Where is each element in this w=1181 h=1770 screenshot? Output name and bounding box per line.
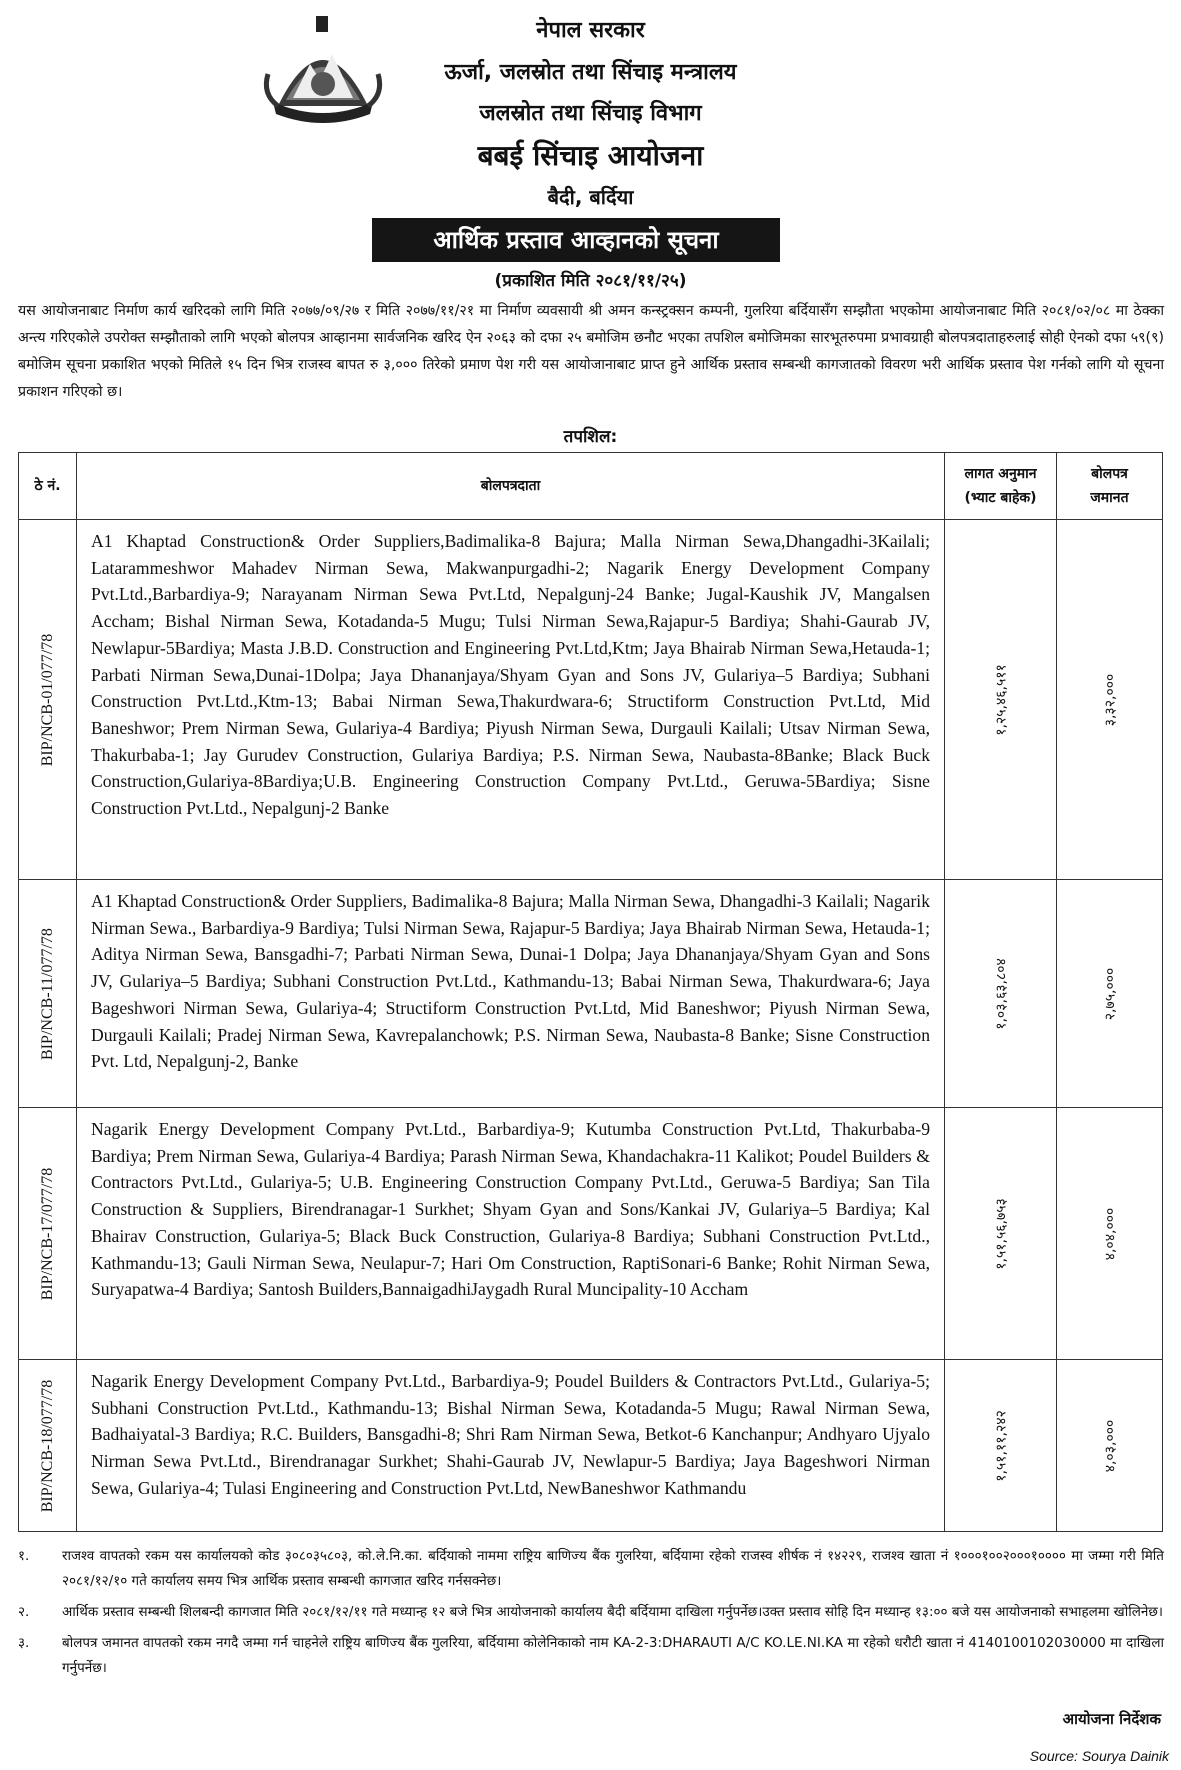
table-row xyxy=(19,880,1163,1108)
cost-estimate: १,५१,११,२४२ xyxy=(993,1409,1009,1482)
bidders-list: A1 Khaptad Construction& Order Suppliers,Badimalika-8 Bajura; Malla Nirman Sewa,Dhangadhi-3Kailali; Latarammeshwor Mahadev Nirman Sewa, Makwanpurgadhi-2; Nagarik Energy Development Company Pvt.Ltd.,Barbardiya-9; Narayanam Nirman Sewa Pvt.Ltd, Nepalgunj-24 Banke; Jugal-Kaushik JV, Mangalsen Accham; Bishal Nirman Sewa, Kotadanda-5 Mugu; Tulsi Nirman Sewa,Rajapur-5 Bardiya; Shahi-Gaurab JV, Newlapur-5Bardiya; Masta J.B.D. Construction and Engineering Pvt.Ltd,Ktm; Jaya Bhairab Nirman Sewa,Hetauda-1; Parbati Nirman Sewa,Dunai-1Dolpa; Jaya Dhananjaya/Shyam Gyan and Sons JV, Gulariya–5 Bardiya; Subhani Construction Pvt.Ltd.,Ktm-13; Babai Nirman Sewa,Thakurdwara-6; Structiform Construction Pvt.Ltd, Mid Baneshwor; Prem Nirman Sewa, Gulariya-4 Bardiya; Piyush Nirman Sewa, Durgauli Kailali; Utsav Nirman Sewa, Thakurbaba-1; Jay Gurudev Construction, Gulariya Bardiya; P.S. Nirman Sewa, Naubasta-8Banke; Black Buck Construction,Gulariya-8Bardiya;U.B. Engineering Construction Company Pvt.Ltd., Geruwa-5Bardiya; Sisne Construction Pvt.Ltd., Nepalgunj-2 Banke xyxy=(77,520,945,880)
table-row xyxy=(19,1360,1163,1532)
header-no: ठे नं. xyxy=(19,453,77,520)
bid-bond-cell xyxy=(1057,520,1163,880)
note-number: १. xyxy=(18,1548,30,1564)
source-credit: Source: Sourya Dainik xyxy=(1029,1748,1169,1764)
cost-estimate-cell xyxy=(945,880,1057,1108)
bidder-table xyxy=(18,452,1163,1532)
contract-no-cell xyxy=(19,1108,77,1360)
cost-estimate-cell xyxy=(945,1108,1057,1360)
bidders-list: Nagarik Energy Development Company Pvt.Ltd., Barbardiya-9; Poudel Builders & Contractors Pvt.Ltd., Gulariya-5; Subhani Construction Pvt.Ltd., Kathmandu-13; Bishal Nirman Sewa, Kotadanda-5 Mugu; Rawal Nirman Sewa, Badhaiyatal-3 Bardiya; R.C. Builders, Bansgadhi-8; Shri Ram Nirman Sewa, Betkot-6 Kanchanpur; Andhyaro Ujyalo Nirman Sewa Pvt.Ltd., Birendranagar Surkhet; Shahi-Gaurab JV, Newlapur-5 Bardiya; Jaya Bageshwori Nirman Sewa, Gulariya-4; Tulasi Engineering and Construction Pvt.Ltd, NewBaneshwor Kathmandu xyxy=(77,1360,945,1532)
contract-no-cell xyxy=(19,520,77,880)
note-item xyxy=(18,1631,1164,1681)
table-row xyxy=(19,520,1163,880)
note-number: ३. xyxy=(18,1635,30,1651)
project-name: बबई सिंचाइ आयोजना xyxy=(477,139,704,172)
signature-title: आयोजना निर्देशक xyxy=(1062,1710,1161,1728)
note-item xyxy=(18,1544,1164,1594)
bid-bond: २,७५,००० xyxy=(1102,967,1118,1020)
contract-no-cell xyxy=(19,880,77,1108)
note-text: आर्थिक प्रस्ताव सम्बन्धी शिलबन्दी कागजात मिति २०८१/१२/११ गते मध्यान्ह १२ बजे भित्र आयोजनाको कार्यालय बैदी बर्दियामा दाखिला गर्नुपर्नेछ।उक्त प्रस्ताव सोहि दिन मध्यान्ह १३:०० बजे यस आयोजनाको सभाहलमा खोलिनेछ। xyxy=(62,1604,1163,1620)
header-cost-line1: लागत अनुमान xyxy=(964,466,1037,482)
contract-no-cell xyxy=(19,1360,77,1532)
contract-no: BIP/NCB-17/077/78 xyxy=(38,1167,56,1300)
contract-no: BIP/NCB-18/077/78 xyxy=(38,1379,56,1512)
bid-bond: ४,०४,००० xyxy=(1102,1207,1118,1260)
contract-no: BIP/NCB-01/077/78 xyxy=(38,633,56,766)
department-name: जलस्रोत तथा सिंचाइ विभाग xyxy=(479,101,702,126)
table-header-row xyxy=(19,453,1163,520)
bidders-list: Nagarik Energy Development Company Pvt.Ltd., Barbardiya-9; Kutumba Construction Pvt.Ltd, Thakurbaba-9 Bardiya; Prem Nirman Sewa, Gulariya-4 Bardiya; Parash Nirman Sewa, Khandachakra-11 Kalikot; Poudel Builders & Contractors Pvt.Ltd., Gulariya-5; U.B. Engineering Construction Company Pvt.Ltd., Geruwa-5 Bardiya; San Tila Construction & Suppliers, Birendranagar-1 Surkhet; Shyam Gyan and Sons/Kankai JV, Gulariya–5 Bardiya; Kal Bhairav Construction, Gulariya-5; Black Buck Construction, Gulariya-8 Bardiya; Subhani Construction Pvt.Ltd., Kathmandu-13; Gauli Nirman Sewa, Neulapur-7; Hari Om Construction, RaptiSonari-6 Banke; Rohit Nirman Sewa, Suryapatwa-4 Bardiya; Santosh Builders,BannaigadhiJaygadh Rural Muncipality-10 Accham xyxy=(77,1108,945,1360)
notice-title: आर्थिक प्रस्ताव आव्हानको सूचना xyxy=(372,218,780,262)
bidders-list: A1 Khaptad Construction& Order Suppliers, Badimalika-8 Bajura; Malla Nirman Sewa, Dhangadhi-3 Kailali; Nagarik Nirman Sewa., Barbardiya-9 Bardiya; Tulsi Nirman Sewa, Rajapur-5 Bardiya; Jaya Bhairab Nirman Sewa, Hetauda-1; Aditya Nirman Sewa, Bansgadhi-7; Parbati Nirman Sewa, Dunai-1 Dolpa; Jaya Dhananjaya/Shyam Gyan and Sons JV, Gulariya–5 Bardiya; Subhani Construction Pvt.Ltd., Kathmandu-13; Babai Nirman Sewa, Thakurdwara-6; Jaya Bageshwori Nirman Sewa, Gulariya-4; Structiform Construction Pvt.Ltd, Mid Baneshwor; Piyush Nirman Sewa, Durgauli Kailali; Pradej Nirman Sewa, Kavrepalanchowk; P.S. Nirman Sewa, Naubasta-8 Banke; Sisne Construction Pvt. Ltd, Nepalgunj-2, Banke xyxy=(77,880,945,1108)
note-text: राजश्व वापतको रकम यस कार्यालयको कोड ३०८०३५८०३, को.ले.नि.का. बर्दियाको नाममा राष्ट्रिय बाणिज्य बैंक गुलरिया, बर्दियामा रहेको राजस्व शीर्षक नं १४२२९, राजश्व खाता नं १०००१००२०००१०००० मा जम्मा गरी मिति २०८१/१२/१० गते कार्यालय समय भित्र आर्थिक प्रस्ताव सम्बन्धी कागजात खरिद गर्नसक्नेछ। xyxy=(62,1548,1164,1589)
header-bond xyxy=(1057,453,1163,520)
cost-estimate: १,०३,६३,८०४ xyxy=(993,957,1009,1030)
header-bidders: बोलपत्रदाता xyxy=(77,453,945,520)
note-item xyxy=(18,1600,1164,1625)
note-number: २. xyxy=(18,1604,30,1620)
cost-estimate: १,२५,४६,५११ xyxy=(993,663,1009,736)
header-cost-line2: (भ्याट बाहेक) xyxy=(964,490,1037,506)
project-location: बैदी, बर्दिया xyxy=(547,185,634,209)
cost-estimate: १,५१,५६,७५३ xyxy=(993,1197,1009,1270)
bid-bond-cell xyxy=(1057,1360,1163,1532)
schedule-title: तपशिल: xyxy=(563,427,618,447)
publication-date: (प्रकाशित मिति २०८१/११/२५) xyxy=(494,271,687,291)
ministry-name: ऊर्जा, जलस्रोत तथा सिंचाइ मन्त्रालय xyxy=(444,60,737,85)
contract-no: BIP/NCB-11/077/78 xyxy=(38,927,56,1060)
bid-bond-cell xyxy=(1057,1108,1163,1360)
gov-name: नेपाल सरकार xyxy=(536,18,645,43)
cost-estimate-cell xyxy=(945,1360,1057,1532)
bid-bond: ३,३२,००० xyxy=(1102,673,1118,726)
header-cost xyxy=(945,453,1057,520)
notes-list xyxy=(18,1544,1164,1687)
header-bond-line2: जमानत xyxy=(1090,490,1129,506)
table-row xyxy=(19,1108,1163,1360)
cost-estimate-cell xyxy=(945,520,1057,880)
bid-bond-cell xyxy=(1057,880,1163,1108)
header-bond-line1: बोलपत्र xyxy=(1091,466,1128,482)
bid-bond: ४,०३,००० xyxy=(1102,1419,1118,1472)
intro-paragraph: यस आयोजनाबाट निर्माण कार्य खरिदको लागि मिति २०७७/०९/२७ र मिति २०७७/११/२१ मा निर्माण व्यवसायी श्री अमन कन्स्ट्रक्सन कम्पनी, गुलरिया बर्दियासँग सम्झौता भएकोमा आयोजनाबाट मिति २०८१/०२/०८ मा ठेक्का अन्त्य गरिएकोले उपरोक्त सम्झौताको लागि भएको बोलपत्र आव्हानमा सार्वजनिक खरिद ऐन २०६३ को दफा २५ बमोजिम छनौट भएका तपशिल बमोजिमका सारभूतरुपमा प्रभावग्राही बोलपत्रदाताहरुलाई सोही ऐनको दफा ५९(९) बमोजिम सूचना प्रकाशित भएको मितिले १५ दिन भित्र राजस्व बापत रु ३,००० तिरेको प्रमाण पेश गरी यस आयोजानाबाट प्राप्त हुने आर्थिक प्रस्ताव सम्बन्धी कागजातको विवरण भरी आर्थिक प्रस्ताव पेश गर्नको लागि यो सूचना प्रकाशन गरिएको छ। xyxy=(18,303,1164,400)
note-text: बोलपत्र जमानत वापतको रकम नगदै जम्मा गर्न चाहनेले राष्ट्रिय बाणिज्य बैंक गुलरिया, बर्दियामा कोलेनिकाको नाम KA-2-3:DHARAUTI A/C KO.LE.NI.KA मा रहेको धरौटी खाता नं 4140100102030000 मा दाखिला गर्नुपर्नेछ। xyxy=(62,1635,1164,1676)
